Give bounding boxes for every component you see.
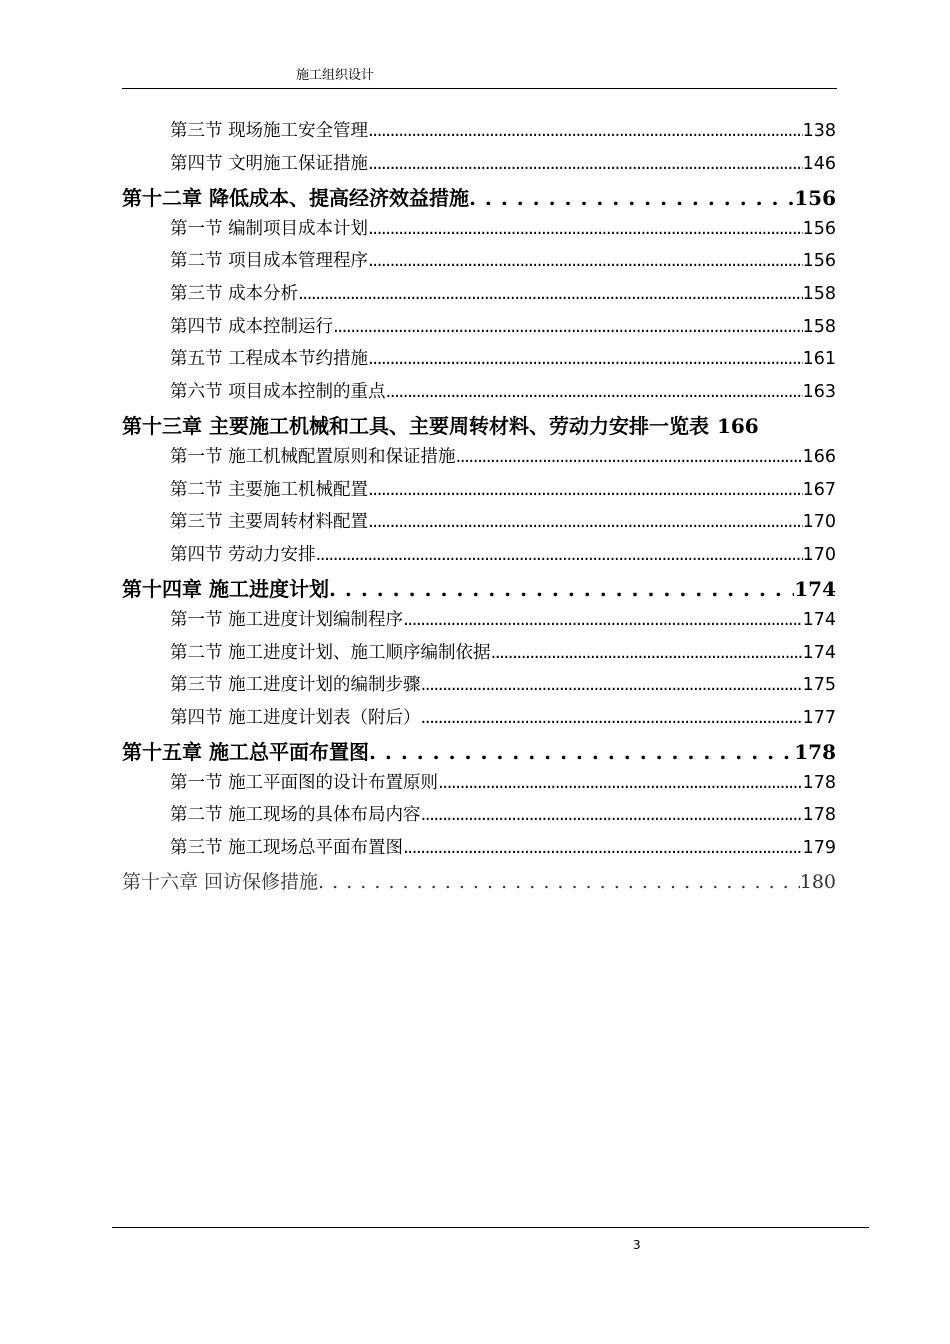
toc-dot-leader: [456, 447, 803, 467]
toc-section-entry[interactable]: [122, 508, 836, 541]
toc-dot-leader: [421, 708, 803, 728]
toc-dot-leader: [368, 121, 803, 141]
toc-entry-label: 第一节 编制项目成本计划: [170, 218, 369, 239]
toc-section-entry[interactable]: [122, 443, 836, 476]
toc-entry-page-number: 177: [802, 707, 836, 728]
toc-entry-label: 第四节 文明施工保证措施: [170, 153, 369, 174]
toc-dot-leader: [421, 805, 803, 825]
toc-entry-page-number: 178: [802, 805, 836, 826]
toc-entry-page-number: 179: [802, 838, 836, 859]
toc-entry-page-number: 178: [802, 772, 836, 793]
toc-entry-page-number: 146: [802, 153, 836, 174]
toc-entry-label: 第五节 工程成本节约措施: [170, 349, 369, 370]
toc-entry-page-number: 163: [802, 381, 836, 402]
toc-entry-page-number: 178: [794, 740, 836, 765]
toc-section-entry[interactable]: [122, 704, 836, 737]
toc-entry-label: 第十二章 降低成本、提高经济效益措施: [122, 186, 469, 211]
toc-dot-leader: [491, 643, 803, 663]
toc-section-entry[interactable]: [122, 378, 836, 411]
toc-chapter-entry[interactable]: [122, 410, 836, 443]
toc-entry-page-number: 158: [802, 316, 836, 337]
page-number: 3: [633, 1238, 641, 1252]
toc-entry-page-number: 170: [802, 544, 836, 565]
toc-dot-leader: [386, 382, 803, 402]
toc-entry-page-number: 174: [794, 577, 836, 602]
toc-section-entry[interactable]: [122, 345, 836, 378]
toc-section-entry[interactable]: [122, 541, 836, 574]
toc-entry-label: 第四节 成本控制运行: [170, 316, 334, 337]
toc-dot-leader: [368, 349, 803, 369]
toc-entry-page-number: 138: [802, 121, 836, 141]
toc-chapter-entry[interactable]: [122, 182, 836, 215]
toc-entry-label: 第十四章 施工进度计划: [122, 577, 329, 602]
toc-entry-label: 第一节 施工平面图的设计布置原则: [170, 772, 439, 793]
toc-entry-label: 第三节 施工进度计划的编制步骤: [170, 675, 421, 696]
toc-section-entry[interactable]: [122, 476, 836, 509]
toc-entry-label: 第十六章 回访保修措施: [122, 870, 319, 893]
toc-entry-page-number: 167: [802, 479, 836, 500]
toc-dot-leader: [368, 512, 803, 532]
toc-dot-leader: [369, 740, 794, 764]
toc-dot-leader: [368, 480, 803, 500]
toc-entry-label: 第一节 施工进度计划编制程序: [170, 609, 404, 630]
header-divider: [122, 88, 837, 89]
toc-entry-label: 第六节 项目成本控制的重点: [170, 381, 386, 402]
toc-dot-leader: [403, 838, 803, 858]
toc-entry-page-number: 180: [799, 870, 836, 893]
toc-section-entry[interactable]: [122, 769, 836, 802]
toc-entry-page-number: 166: [716, 414, 759, 439]
table-of-contents: [122, 117, 836, 899]
toc-entry-page-number: 174: [802, 642, 836, 663]
toc-section-entry[interactable]: [122, 150, 836, 183]
toc-entry-label: 第二节 施工进度计划、施工顺序编制依据: [170, 642, 491, 663]
toc-dot-leader: [469, 186, 794, 210]
toc-entry-label: 第十五章 施工总平面布置图: [122, 740, 369, 765]
toc-dot-leader: [298, 284, 803, 304]
toc-entry-page-number: 156: [802, 251, 836, 272]
toc-entry-page-number: 161: [802, 349, 836, 370]
toc-dot-leader: [329, 577, 794, 601]
toc-section-entry[interactable]: [122, 117, 836, 150]
toc-entry-label: 第二节 主要施工机械配置: [170, 479, 369, 500]
toc-entry-page-number: 175: [802, 675, 836, 696]
toc-dot-leader: [316, 545, 803, 565]
toc-entry-page-number: 156: [794, 186, 836, 211]
toc-dot-leader: [403, 610, 803, 630]
toc-section-entry[interactable]: [122, 834, 836, 867]
toc-dot-leader: [333, 317, 803, 337]
toc-section-entry[interactable]: [122, 313, 836, 346]
toc-entry-label: 第三节 主要周转材料配置: [170, 512, 369, 533]
toc-dot-leader: [368, 251, 803, 271]
toc-section-entry[interactable]: [122, 606, 836, 639]
toc-entry-page-number: 174: [802, 609, 836, 630]
toc-dot-leader: [318, 871, 800, 893]
toc-entry-label: 第十三章 主要施工机械和工具、主要周转材料、劳动力安排一览表: [122, 414, 709, 439]
toc-section-entry[interactable]: [122, 215, 836, 248]
footer-divider: [112, 1227, 869, 1228]
toc-entry-page-number: 170: [802, 512, 836, 533]
toc-entry-label: 第二节 项目成本管理程序: [170, 251, 369, 272]
toc-entry-label: 第三节 施工现场总平面布置图: [170, 838, 404, 859]
toc-entry-label: 第四节 施工进度计划表（附后）: [170, 707, 421, 728]
toc-dot-leader: [438, 773, 803, 793]
toc-entry-label: 第四节 劳动力安排: [170, 544, 316, 565]
toc-section-entry[interactable]: [122, 247, 836, 280]
toc-entry-page-number: 156: [802, 218, 836, 239]
toc-entry-label: 第一节 施工机械配置原则和保证措施: [170, 446, 456, 467]
toc-entry-label: 第三节 成本分析: [170, 283, 299, 304]
toc-entry-label: 第二节 施工现场的具体布局内容: [170, 805, 421, 826]
page-header-title: 施工组织设计: [296, 68, 375, 83]
toc-entry-page-number: 158: [802, 283, 836, 304]
toc-dot-leader: [368, 154, 803, 174]
toc-section-entry[interactable]: [122, 639, 836, 672]
toc-section-entry[interactable]: [122, 801, 836, 834]
toc-section-entry[interactable]: [122, 280, 836, 313]
toc-section-entry[interactable]: [122, 671, 836, 704]
toc-entry-label: 第三节 现场施工安全管理: [170, 121, 369, 141]
toc-entry-page-number: 166: [802, 446, 836, 467]
toc-chapter-entry[interactable]: [122, 867, 836, 900]
toc-dot-leader: [368, 219, 803, 239]
toc-chapter-entry[interactable]: [122, 573, 836, 606]
toc-chapter-entry[interactable]: [122, 736, 836, 769]
toc-dot-leader: [421, 675, 803, 695]
